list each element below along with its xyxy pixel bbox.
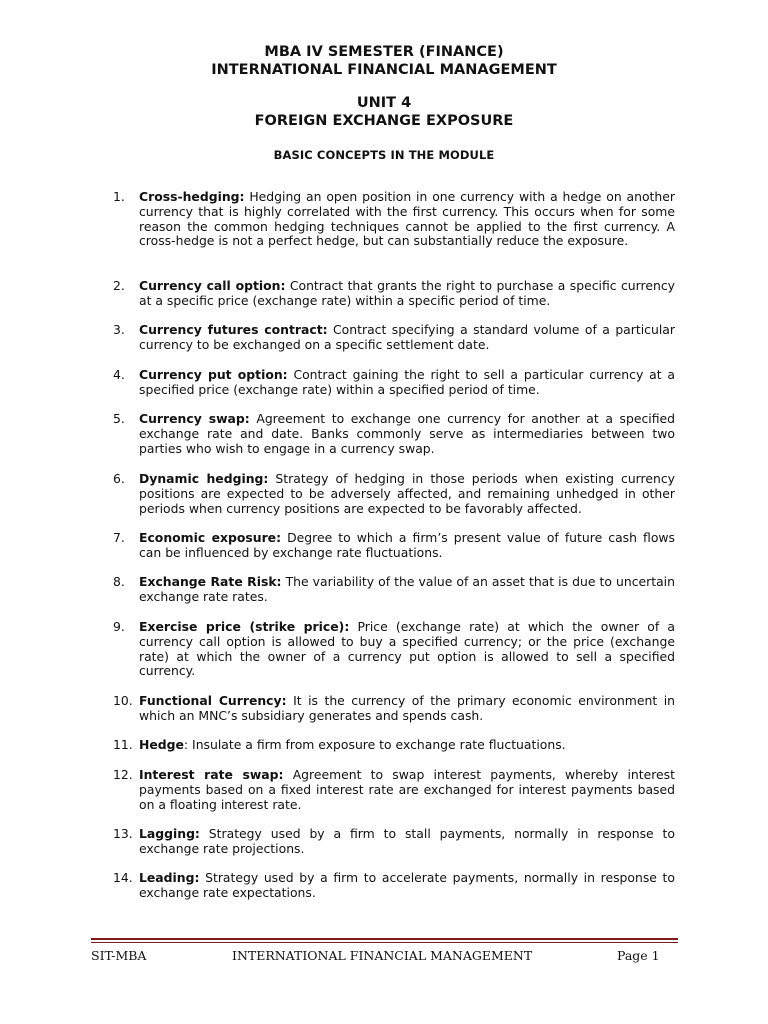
item-number: 5. — [113, 411, 125, 426]
unit-number: UNIT 4 — [356, 95, 412, 111]
term-title: Leading: — [139, 870, 200, 885]
footer-center: INTERNATIONAL FINANCIAL MANAGEMENT — [232, 948, 533, 963]
document-header — [0, 43, 768, 79]
page-number: Page 1 — [617, 948, 660, 963]
term-definition: The variability of the value of an asset that is due to uncertain exchange rate rates. — [139, 574, 675, 604]
item-number: 11. — [113, 737, 133, 752]
footer-left: SIT-MBA — [91, 948, 147, 963]
term-definition: Strategy used by a firm to accelerate payments, normally in response to exchange rate expectations. — [139, 870, 675, 900]
item-text — [139, 620, 675, 679]
footer-rule-top — [91, 938, 678, 940]
term-definition: Contract gaining the right to sell a particular currency at a specified price (exchange rate) within a specified period of time. — [139, 367, 675, 397]
term-definition: Contract specifying a standard volume of a particular currency to be exchanged on a specific settlement date. — [139, 322, 675, 352]
footer-rule-bottom — [91, 942, 678, 943]
term-title: Lagging: — [139, 826, 200, 841]
item-number: 7. — [113, 530, 125, 545]
term-definition: Hedging an open position in one currency with a hedge on another currency that is highly correlated with the first currency. This occurs when for some reason the common hedging techniques cannot be applied to the first currency. A cross-hedge is not a perfect hedge, but can substantially reduce the exposure. — [139, 189, 675, 249]
item-text — [139, 694, 675, 724]
item-number: 12. — [113, 767, 133, 782]
item-text — [139, 368, 675, 398]
term-title: Functional Currency: — [139, 693, 287, 708]
item-number: 6. — [113, 471, 125, 486]
item-text — [139, 323, 675, 353]
item-text — [139, 472, 675, 516]
item-text — [139, 575, 675, 605]
term-title: Economic exposure: — [139, 530, 282, 545]
item-number: 13. — [113, 826, 133, 841]
term-title: Exercise price (strike price): — [139, 619, 350, 634]
term-title: Currency futures contract: — [139, 322, 328, 337]
term-definition: It is the currency of the primary economic environment in which an MNC’s subsidiary generates and spends cash. — [139, 693, 675, 723]
subject-title: INTERNATIONAL FINANCIAL MANAGEMENT — [211, 62, 557, 78]
term-title: Currency call option: — [139, 278, 286, 293]
term-definition: Agreement to swap interest payments, whereby interest payments based on a fixed interest rate are exchanged for interest payments based on a floating interest rate. — [139, 767, 675, 812]
item-text — [139, 279, 675, 309]
term-title: Dynamic hedging: — [139, 471, 269, 486]
term-definition: Agreement to exchange one currency for another at a specified exchange rate and date. Banks commonly serve as intermediaries between two parties who wish to engage in a currency swap. — [139, 411, 675, 456]
term-definition: Degree to which a firm’s present value of future cash flows can be influenced by exchange rate fluctuations. — [139, 530, 675, 560]
term-title: Currency swap: — [139, 411, 250, 426]
term-title: Cross-hedging: — [139, 189, 245, 204]
page-footer — [0, 946, 768, 968]
item-text — [139, 738, 675, 753]
item-number: 8. — [113, 574, 125, 589]
item-text — [139, 768, 675, 812]
term-definition: Strategy used by a firm to stall payments, normally in response to exchange rate projections. — [139, 826, 675, 856]
item-number: 9. — [113, 619, 125, 634]
item-number: 1. — [113, 189, 125, 204]
item-text — [139, 827, 675, 857]
term-definition: Price (exchange rate) at which the owner of a currency call option is allowed to buy a specified currency; or the price (exchange rate) at which the owner of a currency put option is allowed to sell a specified currency. — [139, 619, 675, 679]
item-number: 2. — [113, 278, 125, 293]
item-number: 14. — [113, 870, 133, 885]
item-text — [139, 412, 675, 456]
term-title: Currency put option: — [139, 367, 288, 382]
item-text — [139, 190, 675, 249]
term-title: Interest rate swap: — [139, 767, 284, 782]
item-number: 4. — [113, 367, 125, 382]
term-definition: Strategy of hedging in those periods when existing currency positions are expected to be adversely affected, and remaining unhedged in other periods when currency positions are expected to be favorably affected. — [139, 471, 675, 516]
term-title: Hedge — [139, 737, 184, 752]
term-definition: Contract that grants the right to purchase a specific currency at a specific price (exchange rate) within a specific period of time. — [139, 278, 675, 308]
section-heading: BASIC CONCEPTS IN THE MODULE — [273, 148, 495, 162]
item-number: 3. — [113, 322, 125, 337]
unit-header — [0, 94, 768, 130]
term-title: Exchange Rate Risk: — [139, 574, 282, 589]
item-text — [139, 871, 675, 901]
unit-title: FOREIGN EXCHANGE EXPOSURE — [254, 113, 514, 129]
item-text — [139, 531, 675, 561]
course-title: MBA IV SEMESTER (FINANCE) — [264, 44, 504, 60]
item-number: 10. — [113, 693, 133, 708]
term-definition: : Insulate a firm from exposure to exchange rate fluctuations. — [183, 737, 566, 752]
